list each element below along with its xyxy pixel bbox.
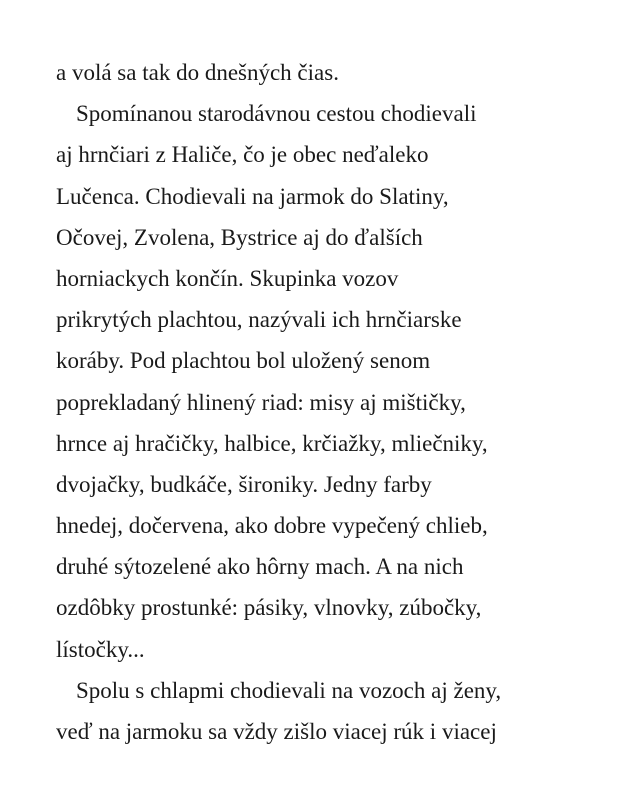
text-line: koráby. Pod plachtou bol uložený senom — [56, 348, 431, 374]
text-line: druhé sýtozelené ako hôrny mach. A na nich — [56, 554, 464, 580]
text-line: poprekladaný hlinený riad: misy aj mištičky, — [56, 389, 466, 415]
text-line: prikrytých plachtou, nazývali ich hrnčiarske — [56, 307, 462, 333]
text-line: veď na jarmoku sa vždy zišlo viacej rúk i viacej — [56, 719, 497, 744]
text-line: hnedej, dočervena, ako dobre vypečený chlieb, — [56, 513, 488, 539]
text-line: ozdôbky prostunké: pásiky, vlnovky, zúbočky, — [56, 595, 482, 621]
paragraph-first-line: Spomínanou starodávnou cestou chodievali — [76, 101, 477, 127]
text-line: horniackych končín. Skupinka vozov — [56, 265, 399, 291]
text-line: lístočky... — [56, 636, 145, 662]
text-line: dvojačky, budkáče, široniky. Jedny farby — [56, 471, 432, 497]
text-line: Očovej, Zvolena, Bystrice aj do ďalších — [56, 224, 423, 250]
body-text — [56, 52, 596, 752]
text-line: hrnce aj hračičky, halbice, krčiažky, mliečniky, — [56, 430, 488, 456]
text-line: Lučenca. Chodievali na jarmok do Slatiny, — [56, 183, 449, 209]
text-line: a volá sa tak do dnešných čias. — [56, 60, 339, 85]
paragraph-first-line: Spolu s chlapmi chodievali na vozoch aj ženy, — [76, 677, 502, 703]
text-line: aj hrnčiari z Haliče, čo je obec neďaleko — [56, 142, 429, 168]
